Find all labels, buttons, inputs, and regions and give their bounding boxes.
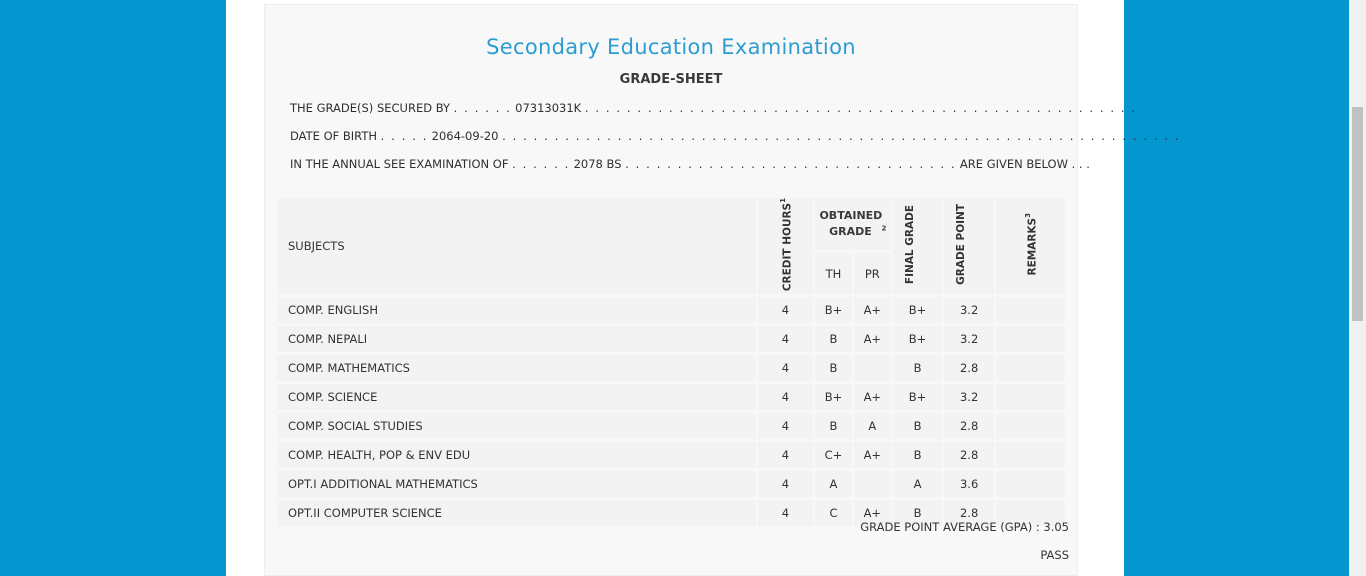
final-grade-cell: A	[893, 471, 943, 497]
table-row	[277, 471, 1065, 497]
pr-header: PR	[854, 253, 891, 294]
credit-hours-cell: 4	[758, 413, 813, 439]
secured-by-trail-dots: . . . . . . . . . . . . . . . . . . . . . . . . . . . . . . . . . . . . . . . . . . . . . . . . . . . . .	[584, 101, 1137, 115]
exam-trail-dots: . . . . . . . . . . . . . . . . . . . . . . . . . . . . . . . .	[625, 157, 957, 171]
remarks-cell	[996, 326, 1065, 352]
vertical-scrollbar[interactable]	[1349, 0, 1366, 576]
subject-cell: OPT.I ADDITIONAL MATHEMATICS	[277, 471, 756, 497]
credit-hours-cell: 4	[758, 297, 813, 323]
final-grade-cell: B+	[893, 384, 943, 410]
grade-point-cell: 3.2	[944, 297, 994, 323]
th-header: TH	[815, 253, 852, 294]
grade-point-cell: 2.8	[944, 413, 994, 439]
page	[226, 0, 1181, 576]
subject-cell: COMP. ENGLISH	[277, 297, 756, 323]
grade-point-header: GRADE POINT	[944, 198, 994, 294]
th-grade-cell: C+	[815, 442, 852, 468]
remarks-cell	[996, 384, 1065, 410]
credit-hours-cell: 4	[758, 384, 813, 410]
table-row	[277, 413, 1065, 439]
dob-value: 2064-09-20	[431, 129, 499, 143]
grade-point-cell: 3.6	[944, 471, 994, 497]
th-grade-cell: A	[815, 471, 852, 497]
pr-grade-cell: A+	[854, 297, 891, 323]
secured-by-line	[290, 101, 1137, 115]
pr-grade-cell: A	[854, 413, 891, 439]
credit-hours-cell: 4	[758, 355, 813, 381]
final-grade-cell: B	[893, 355, 943, 381]
final-grade-cell: B	[893, 442, 943, 468]
dob-line	[290, 129, 1180, 143]
subjects-header: SUBJECTS	[277, 198, 756, 294]
exam-suffix: ARE GIVEN BELOW . . .	[959, 157, 1090, 171]
th-grade-cell: B	[815, 326, 852, 352]
dob-trail-dots: . . . . . . . . . . . . . . . . . . . . . . . . . . . . . . . . . . . . . . . . . . . . . . . . . . . . . . . . . . . . . . . . .	[502, 129, 1181, 143]
grade-point-cell: 2.8	[944, 442, 994, 468]
exam-title: Secondary Education Examination	[486, 35, 856, 59]
subject-cell: COMP. SOCIAL STUDIES	[277, 413, 756, 439]
table-row	[277, 326, 1065, 352]
secured-by-label: THE GRADE(S) SECURED BY	[290, 101, 451, 115]
pr-grade-cell: A+	[854, 326, 891, 352]
subject-cell: COMP. MATHEMATICS	[277, 355, 756, 381]
th-grade-cell: B	[815, 413, 852, 439]
exam-label: IN THE ANNUAL SEE EXAMINATION OF	[290, 157, 509, 171]
dob-label: DATE OF BIRTH	[290, 129, 378, 143]
grade-point-cell: 3.2	[944, 326, 994, 352]
remarks-cell	[996, 471, 1065, 497]
grade-rows	[277, 297, 1065, 526]
pr-grade-cell	[854, 355, 891, 381]
result-status: PASS	[1040, 548, 1069, 562]
credit-hours-cell: 4	[758, 442, 813, 468]
credit-hours-header: CREDIT HOURS$^1$	[758, 198, 813, 294]
credit-hours-cell: 4	[758, 471, 813, 497]
exam-line	[290, 157, 1090, 171]
credit-hours-cell: 4	[758, 326, 813, 352]
table-row	[277, 442, 1065, 468]
remarks-cell	[996, 297, 1065, 323]
final-grade-cell: B	[893, 413, 943, 439]
obtained-grade-header: OBTAINED GRADE $^2$	[815, 198, 891, 250]
remarks-cell	[996, 442, 1065, 468]
th-grade-cell: B+	[815, 297, 852, 323]
exam-year: 2078 BS	[573, 157, 622, 171]
grade-point-cell: 2.8	[944, 500, 994, 526]
secured-by-lead-dots: . . . . . .	[453, 101, 512, 115]
subject-cell: OPT.II COMPUTER SCIENCE	[277, 500, 756, 526]
pr-grade-cell: A+	[854, 442, 891, 468]
subject-cell: COMP. NEPALI	[277, 326, 756, 352]
exam-lead-dots: . . . . . .	[512, 157, 570, 171]
final-grade-header: FINAL GRADE	[893, 198, 943, 294]
credit-hours-cell: 4	[758, 500, 813, 526]
symbol-number: 07313031K	[515, 101, 582, 115]
grade-point-cell: 3.2	[944, 384, 994, 410]
th-grade-cell: C	[815, 500, 852, 526]
subject-cell: COMP. SCIENCE	[277, 384, 756, 410]
subject-cell: COMP. HEALTH, POP & ENV EDU	[277, 442, 756, 468]
grades-table	[275, 195, 1067, 529]
th-grade-cell: B	[815, 355, 852, 381]
pr-grade-cell: A+	[854, 384, 891, 410]
scrollbar-thumb[interactable]	[1352, 107, 1363, 321]
final-grade-cell: B	[893, 500, 943, 526]
pr-grade-cell: A+	[854, 500, 891, 526]
table-row	[277, 355, 1065, 381]
table-row	[277, 384, 1065, 410]
remarks-header: REMARKS$^3$	[996, 198, 1065, 294]
pr-grade-cell	[854, 471, 891, 497]
remarks-cell	[996, 355, 1065, 381]
grade-sheet	[264, 4, 1181, 576]
grade-point-cell: 2.8	[944, 355, 994, 381]
sheet-subtitle: GRADE-SHEET	[619, 72, 723, 87]
final-grade-cell: B+	[893, 297, 943, 323]
table-row	[277, 297, 1065, 323]
th-grade-cell: B+	[815, 384, 852, 410]
gpa-line: GRADE POINT AVERAGE (GPA) : 3.05	[860, 520, 1069, 534]
remarks-cell	[996, 413, 1065, 439]
dob-lead-dots: . . . . .	[380, 129, 428, 143]
final-grade-cell: B+	[893, 326, 943, 352]
